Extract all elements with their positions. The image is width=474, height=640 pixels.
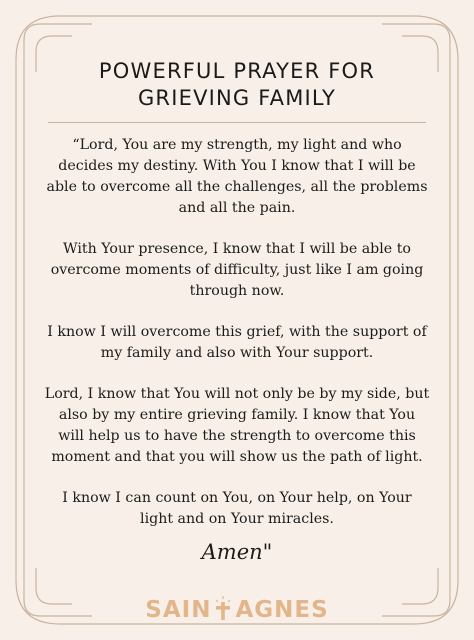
title-line-1: POWERFUL PRAYER FOR bbox=[98, 59, 376, 83]
closing-amen: Amen" bbox=[201, 540, 273, 564]
prayer-paragraph-1: “Lord, You are my strength, my light and who decides my destiny. With You I know that I will be able to overcome all the challenges, all the problems and all the pain. bbox=[46, 137, 428, 216]
logo-text-right: AGNES bbox=[235, 597, 329, 623]
prayer-paragraph-4: Lord, I know that You will not only be by my side, but also by my entire grieving family. I know that You will help us to have the strength to overcome this moment and that you will show us the path of light. bbox=[44, 386, 430, 465]
brand-logo bbox=[0, 596, 474, 623]
logo-text-left: SAIN bbox=[145, 597, 212, 623]
prayer-paragraph-5: I know I can count on You, on Your help, on Your light and on Your miracles. bbox=[62, 490, 412, 527]
page-title bbox=[0, 58, 474, 112]
title-line-2: GRIEVING FAMILY bbox=[137, 86, 337, 110]
prayer-paragraph-3: I know I will overcome this grief, with the support of my family and also with Your support. bbox=[47, 324, 427, 361]
prayer-text bbox=[44, 135, 430, 550]
cross-icon bbox=[213, 596, 233, 620]
title-divider bbox=[48, 122, 426, 123]
prayer-paragraph-2: With Your presence, I know that I will be able to overcome moments of difficulty, just like I am going through now. bbox=[50, 241, 424, 299]
